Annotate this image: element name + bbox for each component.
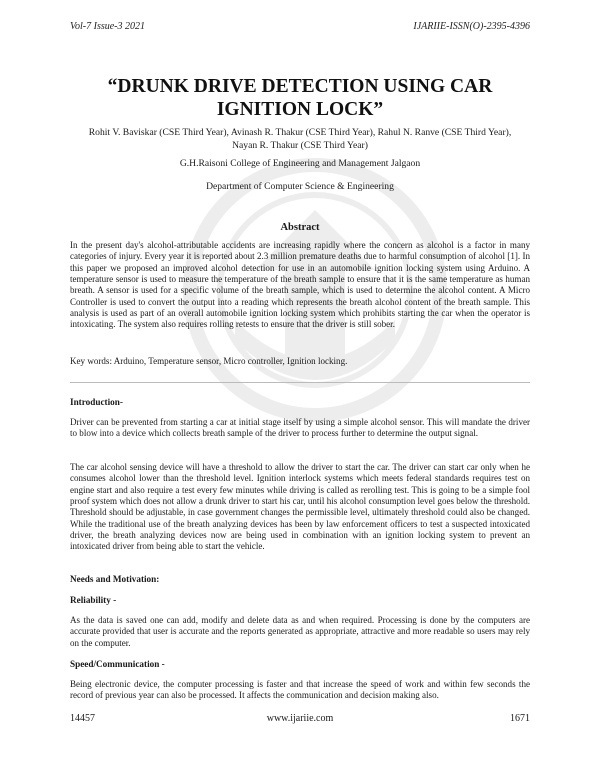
needs-motivation-heading: Needs and Motivation:: [70, 574, 160, 584]
abstract-heading: Abstract: [280, 222, 320, 233]
paper-title-line-1: “DRUNK DRIVE DETECTION USING CAR: [107, 76, 493, 97]
section-divider: [70, 382, 530, 383]
author-list-line-2: Nayan R. Thakur (CSE Third Year): [232, 140, 368, 151]
abstract-text: In the present day's alcohol-attributable accidents are increasing rapidly where the concern as alcohol is a factor in many categories of injury. Every year it is reported about 2.3 million premature deaths due to harmful consumption of alcohol [1]. In this paper we proposed an improved alcohol detection for use in an automobile ignition locking system using Arduino. A temperature sensor is used to measure the temperature of the breath sample to ensure that it is the same temperature as human breath. A sensor is used for a specific volume of the breath sample, which is used to determine the alcohol content. A Micro Controller is used to convert the output into a reading which represents the breath alcohol content of the breath sample. This analysis is used as part of an overall automobile ignition locking system which prohibits starting the car when the operator is intoxicating. The system also requires rolling retests to ensure that the driver is still sober.: [70, 240, 530, 330]
reliability-heading: Reliability -: [70, 595, 117, 605]
footer-website: www.ijariie.com: [266, 713, 334, 724]
introduction-paragraph-2: The car alcohol sensing device will have a threshold to allow the driver to start the car. The driver can start car only when he consumes alcohol lower than the threshold level. Ignition interlock systems which meets federal standards requires test on engine start and also require a test every few minutes while driving is called as rerolling test. This is going to be a simple fool proof system which does not allow a drunk driver to start his car, until his alcohol consumption level goes below the threshold. Threshold should be adjustable, in case government changes the permissible level, ultimately threshold could also be changed. While the traditional use of the breath analyzing devices has been by law enforcement officers to test a suspected intoxicated driver, the breath analyzing devices now are being used in combination with an ignition locking system to prevent an intoxicated driver from being able to start the vehicle.: [70, 462, 530, 552]
footer-page-number: 1671: [510, 713, 530, 724]
introduction-heading: Introduction-: [70, 397, 123, 407]
department-name: Department of Computer Science & Engineering: [206, 181, 394, 192]
paper-title: [60, 75, 540, 121]
speed-communication-text: Being electronic device, the computer processing is faster and that increase the speed of work and within few seconds the record of previous year can also be processed. It affects the communication and decision making also.: [70, 679, 530, 701]
header-issn: IJARIIE-ISSN(O)-2395-4396: [413, 21, 530, 32]
header-volume: Vol-7 Issue-3 2021: [70, 21, 145, 32]
speed-communication-heading: Speed/Communication -: [70, 659, 165, 669]
college-name: G.H.Raisoni College of Engineering and Management Jalgaon: [179, 158, 421, 169]
introduction-paragraph-1: Driver can be prevented from starting a car at initial stage itself by using a simple alcohol sensor. This will mandate the driver to blow into a device which collects breath sample of the driver to process further to determine the output signal.: [70, 417, 530, 439]
reliability-text: As the data is saved one can add, modify and delete data as and when required. Processing is done by the computers are accurate provided that user is accurate and the reports generated as appropriate, attractive and more readable so users may rely on the computer.: [70, 615, 530, 648]
paper-title-line-2: IGNITION LOCK”: [216, 99, 384, 120]
keywords: Key words: Arduino, Temperature sensor, Micro controller, Ignition locking.: [70, 356, 348, 366]
author-list-line-1: Rohit V. Baviskar (CSE Third Year), Avinash R. Thakur (CSE Third Year), Rahul N. Ranve (CSE Third Year),: [88, 127, 512, 138]
author-list: [70, 126, 530, 152]
footer-article-id: 14457: [70, 713, 95, 724]
